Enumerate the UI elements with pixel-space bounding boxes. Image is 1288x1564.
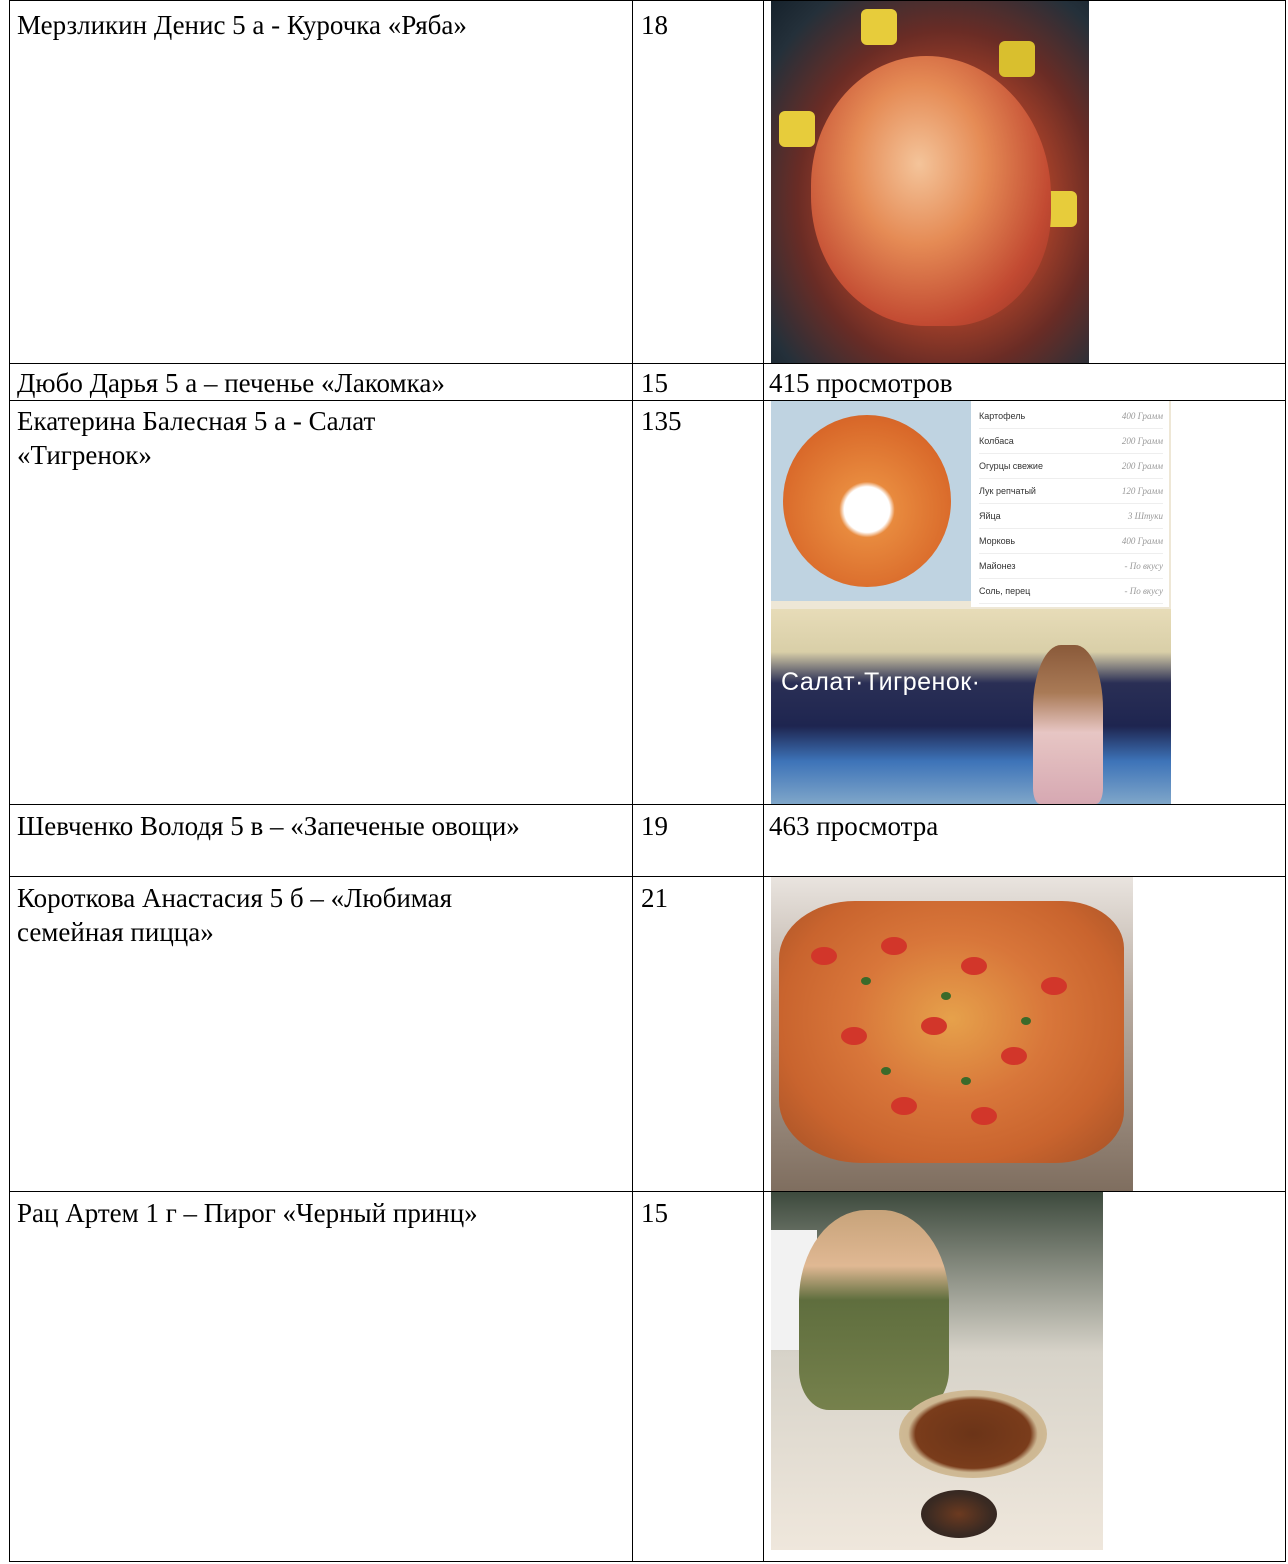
tomato-slice [891,1097,917,1115]
tiger-salad-dish [783,415,951,587]
media-cell [764,805,1286,877]
pie-photo [771,1192,1103,1550]
ingredient-name: Майонез [979,561,1016,571]
table-row [10,877,1286,1192]
ingredient-qty: - По вкусу [1124,561,1163,571]
tomato-slice [961,957,987,975]
media-cell [764,401,1286,805]
kitchen-photo [771,609,1171,804]
tomato-slice [1001,1047,1027,1065]
participant-number: 19 [641,811,668,841]
participant-name: Шевченко Володя 5 в – «Запеченые овощи» [17,811,520,841]
ingredient-qty: 400 Грамм [1121,536,1163,546]
ingredient-qty: 3 Штуки [1127,511,1163,521]
tomato-slice [921,1017,947,1035]
ingredient-row [979,530,1163,554]
herb [881,1067,891,1075]
tiger-salad-collage [771,401,1171,804]
chocolate-pie [899,1390,1047,1478]
ingredient-qty: 120 Грамм [1121,486,1163,496]
number-cell [633,364,764,401]
roast-chicken-photo [771,1,1089,363]
participant-name: Рац Артем 1 г – Пирог «Черный принц» [17,1198,478,1228]
ingredient-name: Лук репчатый [979,486,1036,496]
pizza-photo [771,877,1133,1191]
recipes-table [9,0,1286,1562]
ingredient-name: Соль, перец [979,586,1031,596]
chicken-shape [811,56,1051,326]
herb [1021,1017,1031,1025]
herb [941,992,951,1000]
ingredient-qty: 200 Грамм [1121,436,1163,446]
ingredient-name: Огурцы свежие [979,461,1043,471]
ingredient-name: Картофель [979,411,1026,421]
ingredient-name: Колбаса [979,436,1014,446]
tomato-slice [1041,977,1067,995]
ingredients-list [971,401,1169,607]
media-cell [764,877,1286,1192]
participant-cell [10,805,633,877]
tomato-slice [971,1107,997,1125]
boy-figure [799,1210,949,1410]
ingredient-row [979,480,1163,504]
tomato-slice [841,1027,867,1045]
participant-cell [10,877,633,1192]
number-cell [633,805,764,877]
potato-piece [779,111,815,147]
potato-piece [861,9,897,45]
table-row [10,364,1286,401]
ingredient-row [979,555,1163,579]
number-cell [633,401,764,805]
ingredient-qty: 400 Грамм [1121,411,1163,421]
salad-plate-photo [771,401,971,601]
girl-figure [1033,645,1103,804]
number-cell [633,1192,764,1562]
media-cell [764,1192,1286,1562]
table-row [10,1192,1286,1562]
ingredient-qty: 200 Грамм [1121,461,1163,471]
video-caption: Салат·Тигренок· [781,668,981,696]
number-cell [633,877,764,1192]
ingredient-row [979,430,1163,454]
herb [861,977,871,985]
table-row [10,401,1286,805]
pizza-shape [779,901,1124,1163]
chocolate-bowl [921,1490,997,1538]
media-cell [764,1,1286,364]
table-row [10,805,1286,877]
ingredient-row [979,455,1163,479]
view-count: 463 просмотра [769,811,939,841]
tomato-slice [811,947,837,965]
participant-cell [10,401,633,805]
ingredient-name: Морковь [979,536,1016,546]
ingredient-row [979,405,1163,429]
participant-number: 18 [641,10,668,40]
participant-name: Короткова Анастасия 5 б – «Любимая семейная пицца» [17,883,453,947]
ingredient-row [979,505,1163,529]
ingredient-name: Яйца [979,511,1001,521]
participant-cell [10,1192,633,1562]
participant-number: 21 [641,883,668,913]
participant-name: Екатерина Балесная 5 а - Салат «Тигренок» [17,406,376,470]
table-row [10,1,1286,364]
participant-name: Дюбо Дарья 5 а – печенье «Лакомка» [17,368,445,398]
participant-number: 15 [641,1198,668,1228]
view-count: 415 просмотров [769,368,953,398]
participant-number: 135 [641,406,682,436]
participant-cell [10,1,633,364]
herb [961,1077,971,1085]
number-cell [633,1,764,364]
media-cell [764,364,1286,401]
participant-number: 15 [641,368,668,398]
potato-piece [999,41,1035,77]
ingredient-qty: - По вкусу [1124,586,1163,596]
participant-cell [10,364,633,401]
ingredient-row [979,580,1163,604]
tomato-slice [881,937,907,955]
participant-name: Мерзликин Денис 5 а - Курочка «Ряба» [17,10,467,40]
